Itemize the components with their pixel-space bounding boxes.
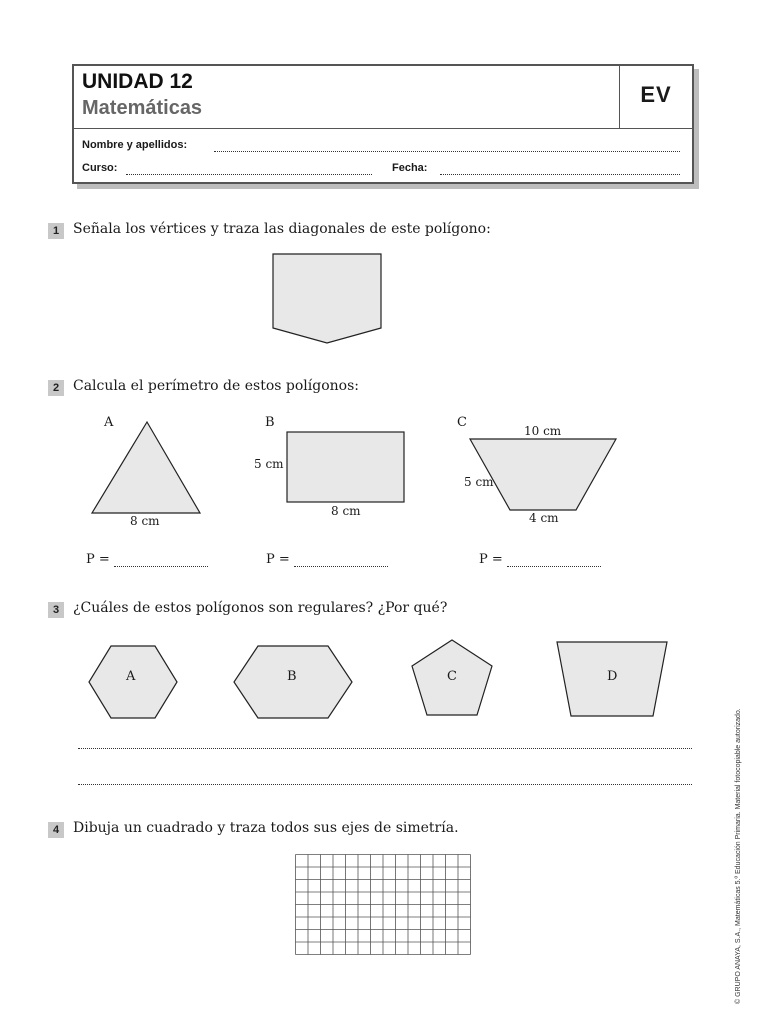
trapezoid-bottom-label: 4 cm <box>529 511 559 525</box>
q1-pentagon-figure <box>268 250 388 348</box>
answer-c-label: P = <box>479 552 503 567</box>
shape-c-label: C <box>457 415 467 430</box>
answer-line-1[interactable] <box>78 748 692 749</box>
date-label: Fecha: <box>392 162 428 174</box>
header-title-row <box>74 66 692 129</box>
evaluation-code: EV <box>640 82 672 107</box>
shape-b-label: B <box>265 415 275 430</box>
rectangle-side-label: 5 cm <box>254 457 284 471</box>
date-field[interactable] <box>440 174 680 175</box>
polygon-b-label: B <box>287 669 297 684</box>
answer-a-field[interactable] <box>114 566 208 567</box>
question-2-text: Calcula el perímetro de estos polígonos: <box>73 378 359 394</box>
polygon-d-label: D <box>607 669 618 684</box>
question-1-text: Señala los vértices y traza las diagonales de este polígono: <box>73 221 491 237</box>
copyright-notice: © GRUPO ANAYA, S.A., Matemáticas 5.º Educación Primaria. Material fotocopiable autorizado. <box>735 708 742 1004</box>
polygon-c-label: C <box>447 669 457 684</box>
q1-pentagon <box>273 254 381 343</box>
answer-a-label: P = <box>86 552 110 567</box>
trapezoid-side-label: 5 cm <box>464 475 494 489</box>
course-label: Curso: <box>82 162 118 174</box>
question-4-text: Dibuja un cuadrado y traza todos sus ejes de simetría. <box>73 820 459 836</box>
rectangle-base-label: 8 cm <box>331 504 361 518</box>
question-3-number: 3 <box>48 602 64 618</box>
question-1-number: 1 <box>48 223 64 239</box>
shape-a-label: A <box>104 415 114 430</box>
question-3-text: ¿Cuáles de estos polígonos son regulares? ¿Por qué? <box>73 600 448 616</box>
polygon-a-label: A <box>126 669 136 684</box>
trapezoid-top-label: 10 cm <box>524 424 562 438</box>
drawing-grid[interactable] <box>294 853 472 956</box>
triangle-base-label: 8 cm <box>130 514 160 528</box>
header-box <box>72 64 694 184</box>
rectangle-figure <box>284 429 408 507</box>
question-4-number: 4 <box>48 822 64 838</box>
unit-title: UNIDAD 12 <box>82 70 193 93</box>
name-label: Nombre y apellidos: <box>82 139 188 151</box>
answer-line-2[interactable] <box>78 784 692 785</box>
rectangle-b <box>287 432 404 502</box>
question-2-number: 2 <box>48 380 64 396</box>
triangle-a <box>92 422 200 513</box>
answer-c-field[interactable] <box>507 566 601 567</box>
answer-b-label: P = <box>266 552 290 567</box>
course-field[interactable] <box>126 174 372 175</box>
name-field[interactable] <box>214 151 680 152</box>
evaluation-cell <box>619 66 692 128</box>
triangle-figure <box>86 418 208 518</box>
subject-title: Matemáticas <box>82 97 203 119</box>
answer-b-field[interactable] <box>294 566 388 567</box>
